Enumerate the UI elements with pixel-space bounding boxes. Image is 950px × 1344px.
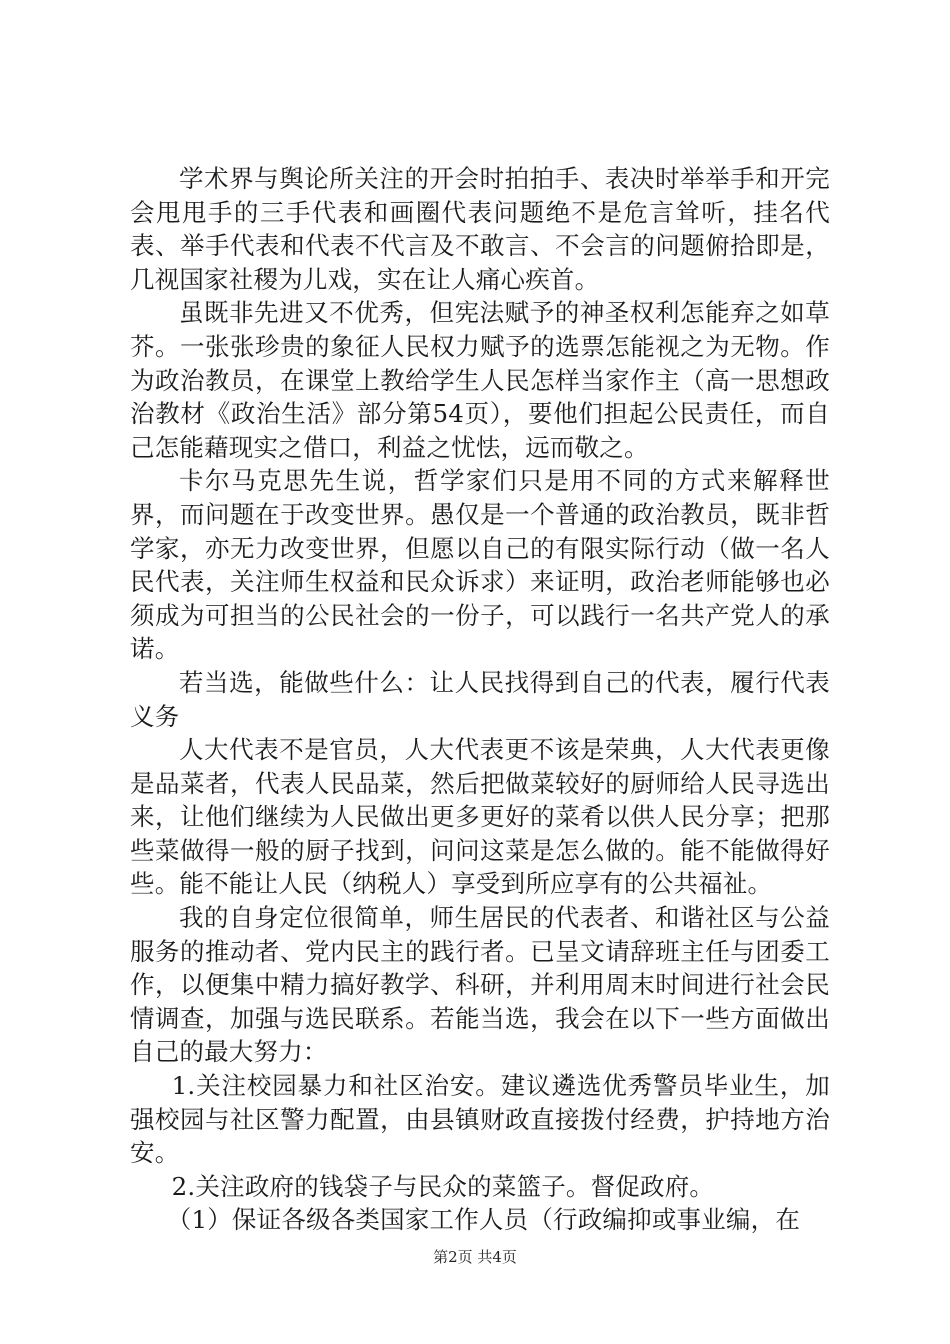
paragraph: 卡尔马克思先生说，哲学家们只是用不同的方式来解释世界，而问题在于改变世界。愚仅是一个普通的政治教员，既非哲学家，亦无力改变世界，但愿以自己的有限实际行动（做一名人民代表，关注师生权益和民众诉求）来证明，政治老师能够也必须成为可担当的公民社会的一份子，可以践行一名共产党人的承诺。 [130,466,830,664]
page-footer: 第2页 共4页 [433,1248,517,1266]
document-body [130,162,830,1237]
sub-list-item: （1）保证各级各类国家工作人员（行政编抑或事业编，在 [166,1205,801,1235]
paragraph: 我的自身定位很简单，师生居民的代表者、和谐社区与公益服务的推动者、党内民主的践行者。已呈文请辞班主任与团委工作，以便集中精力搞好教学、科研，并利用周末时间进行社会民情调查，加强与选民联系。若能当选，我会在以下一些方面做出自己的最大努力： [130,903,830,1067]
paragraph: 人大代表不是官员，人大代表更不该是荣典，人大代表更像是品菜者，代表人民品菜，然后把做菜较好的厨师给人民寻选出来，让他们继续为人民做出更多更好的菜肴以供人民分享；把那些菜做得一般的厨子找到，问问这菜是怎么做的。能不能做得好些。能不能让人民（纳税人）享受到所应享有的公共福祉。 [130,735,830,899]
list-item: 2.关注政府的钱袋子与民众的菜篮子。督促政府。 [171,1171,715,1201]
list-item: 1.关注校园暴力和社区治安。建议遴选优秀警员毕业生，加强校园与社区警力配置，由县镇财政直接拨付经费，护持地方治安。 [130,1071,830,1168]
section-heading: 若当选，能做些什么：让人民找得到自己的代表，履行代表义务 [130,667,830,731]
paragraph: 虽既非先进又不优秀，但宪法赋予的神圣权利怎能弃之如草芥。一张张珍贵的象征人民权力赋予的选票怎能视之为无物。作为政治教员，在课堂上教给学生人民怎样当家作主（高一思想政治教材《政治生活》部分第54页），要他们担起公民责任，而自己怎能藉现实之借口，利益之忧怯，远而敬之。 [130,298,830,462]
paragraph: 学术界与舆论所关注的开会时拍拍手、表决时举举手和开完会甩甩手的三手代表和画圈代表问题绝不是危言耸听，挂名代表、举手代表和代表不代言及不敢言、不会言的问题俯拾即是，几视国家社稷为儿戏，实在让人痛心疾首。 [130,164,830,294]
